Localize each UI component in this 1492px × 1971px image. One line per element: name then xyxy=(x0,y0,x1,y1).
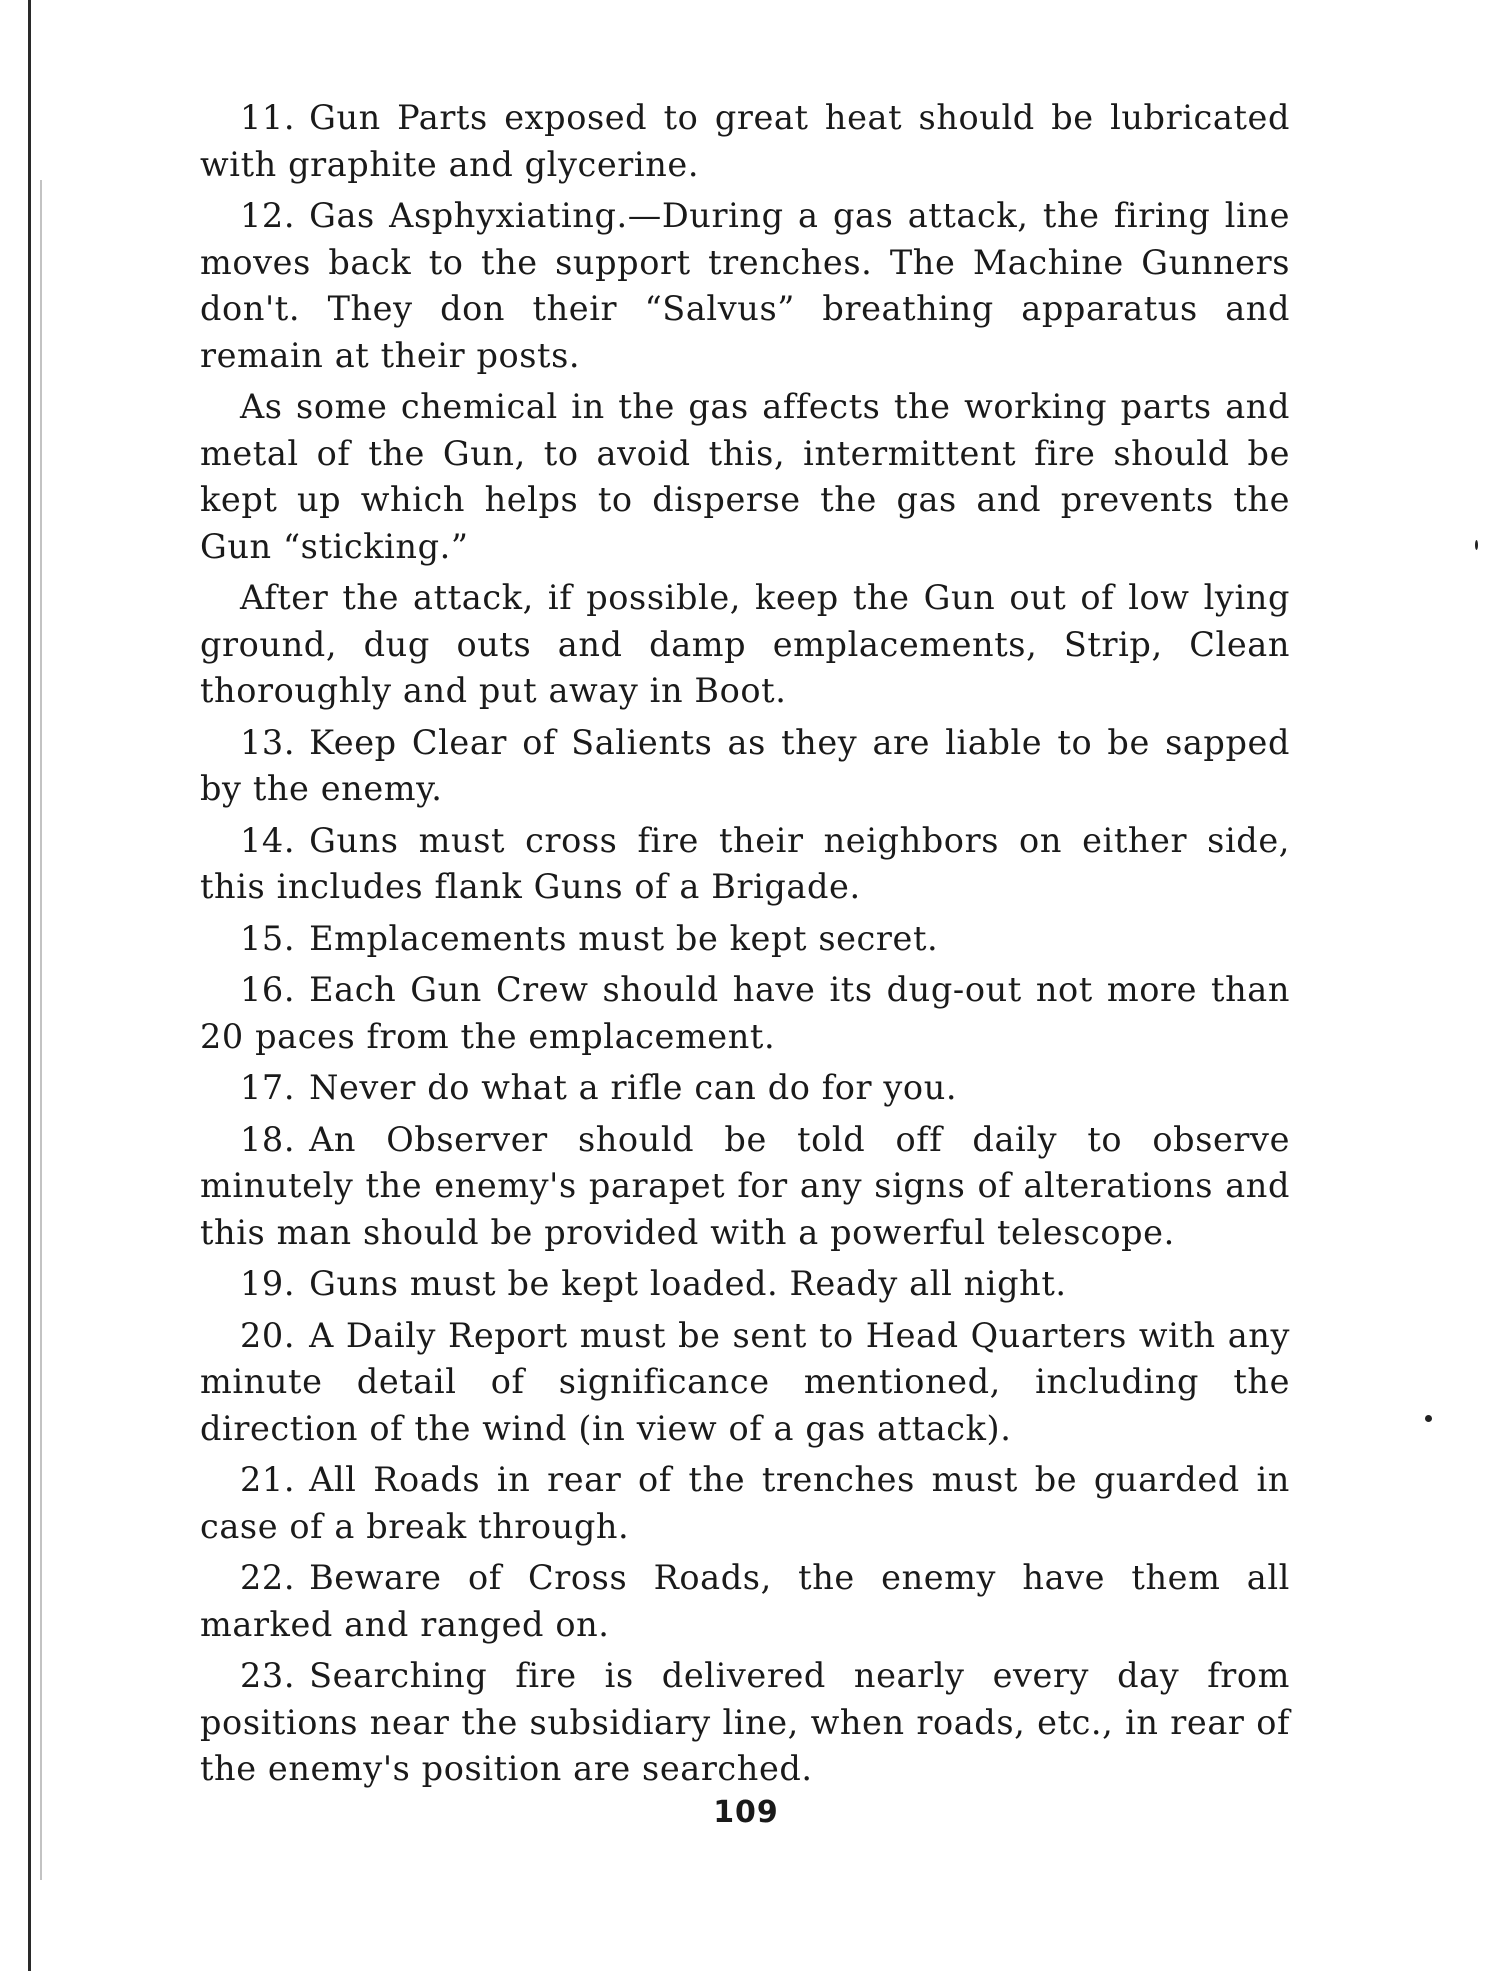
paragraph-19 xyxy=(200,1261,1290,1308)
paragraph-text: Never do what a rifle can do for you. xyxy=(309,1068,958,1107)
paragraph-17 xyxy=(200,1065,1290,1112)
paragraph-text: Guns must cross fire their neighbors on either side, this includes flank Guns of a Brigade. xyxy=(200,820,1290,906)
paragraph-11 xyxy=(200,95,1290,188)
paragraph-text: Searching fire is delivered nearly every day from positions near the subsidiary line, when roads, etc., in rear of the enemy's position are searched. xyxy=(200,1656,1290,1788)
paragraph-13 xyxy=(200,720,1290,813)
page-binding-shadow xyxy=(40,180,42,1880)
paragraph-18 xyxy=(200,1117,1290,1257)
paragraph-20 xyxy=(200,1313,1290,1453)
paragraph-22 xyxy=(200,1555,1290,1648)
print-speck xyxy=(1425,1415,1432,1422)
paragraph-number: 17. xyxy=(240,1068,296,1107)
paragraph-16 xyxy=(200,967,1290,1060)
paragraph-21 xyxy=(200,1457,1290,1550)
paragraph-12 xyxy=(200,193,1290,379)
document-body xyxy=(200,95,1290,1798)
paragraph-text: Keep Clear of Salients as they are liable to be sapped by the enemy. xyxy=(200,722,1290,808)
paragraph-number: 23. xyxy=(240,1656,296,1695)
paragraph-number: 18. xyxy=(240,1119,296,1159)
paragraph-text: As some chemical in the gas affects the working parts and metal of the Gun, to avoid this, intermittent fire should be kept up which helps to disperse the gas and prevents the Gun “sticking.” xyxy=(200,387,1290,566)
paragraph-number: 21. xyxy=(240,1460,296,1499)
paragraph-23 xyxy=(200,1653,1290,1793)
paragraph-text: Each Gun Crew should have its dug-out not more than 20 paces from the emplacement. xyxy=(200,970,1290,1056)
print-speck xyxy=(1475,540,1478,550)
paragraph-text: Guns must be kept loaded. Ready all night. xyxy=(309,1264,1067,1303)
paragraph-number: 22. xyxy=(240,1558,296,1597)
paragraph-number: 14. xyxy=(240,820,296,860)
paragraph-text: All Roads in rear of the trenches must be guarded in case of a break through. xyxy=(200,1460,1290,1546)
paragraph-12-continued-a xyxy=(200,384,1290,570)
paragraph-number: 16. xyxy=(240,970,296,1009)
paragraph-text: A Daily Report must be sent to Head Quarters with any minute detail of significance mentioned, including the direction of the wind (in view of a gas attack). xyxy=(200,1315,1290,1448)
paragraph-text: Gas Asphyxiating.—During a gas attack, the firing line moves back to the support trenches. The Machine Gunners don't. They don their “Salvus” breathing apparatus and remain at their posts. xyxy=(200,196,1290,375)
page-left-edge-rule xyxy=(28,0,31,1971)
paragraph-text: After the attack, if possible, keep the Gun out of low lying ground, dug outs and damp emplacements, Strip, Clean thoroughly and put away in Boot. xyxy=(200,578,1290,710)
paragraph-number: 11. xyxy=(240,98,296,137)
paragraph-number: 15. xyxy=(240,918,296,958)
paragraph-15 xyxy=(200,916,1290,963)
paragraph-number: 19. xyxy=(240,1264,296,1303)
paragraph-text: An Observer should be told off daily to observe minutely the enemy's parapet for any signs of alterations and this man should be provided with a powerful telescope. xyxy=(200,1119,1290,1252)
paragraph-number: 12. xyxy=(240,196,296,235)
paragraph-12-continued-b xyxy=(200,575,1290,715)
paragraph-number: 13. xyxy=(240,722,296,762)
paragraph-text: Gun Parts exposed to great heat should be lubricated with graphite and glycerine. xyxy=(200,98,1290,184)
paragraph-number: 20. xyxy=(240,1315,296,1355)
paragraph-14 xyxy=(200,818,1290,911)
paragraph-text: Beware of Cross Roads, the enemy have them all marked and ranged on. xyxy=(200,1558,1290,1644)
paragraph-text: Emplacements must be kept secret. xyxy=(309,918,939,958)
page-number: 109 xyxy=(713,1795,779,1830)
